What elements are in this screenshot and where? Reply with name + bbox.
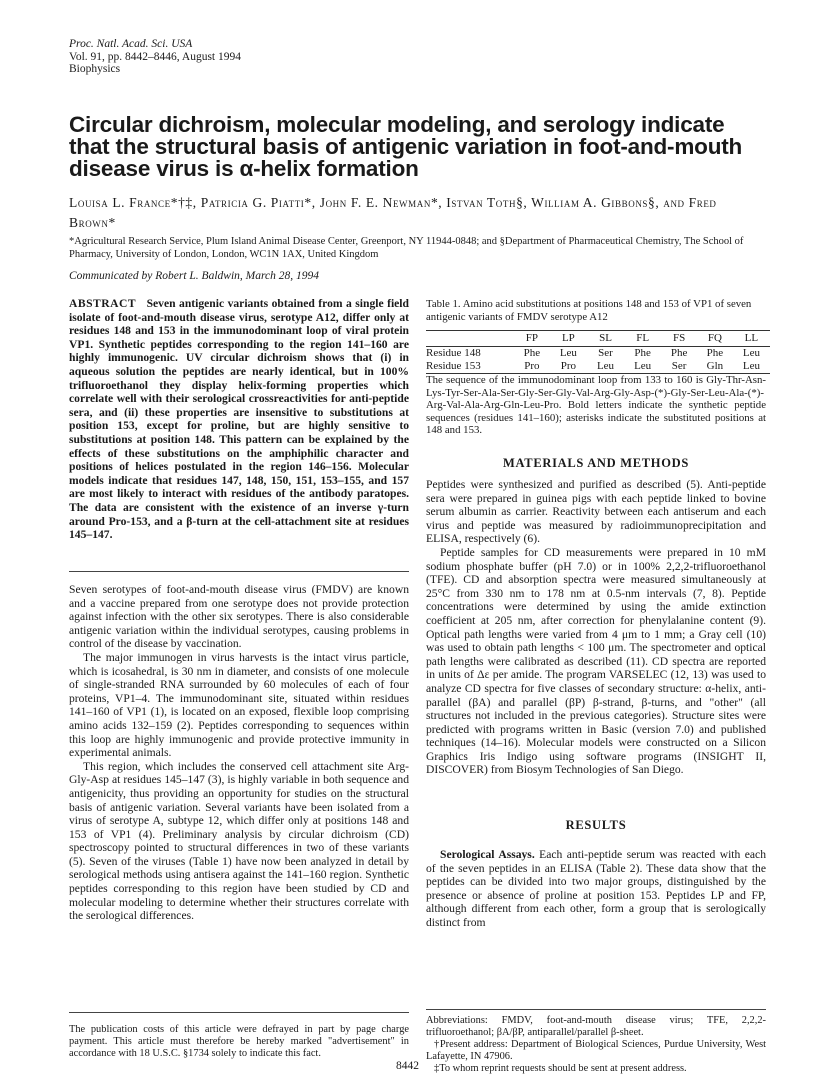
table-cell: Leu [742, 360, 760, 372]
reprint-footnote: ‡To whom reprint requests should be sent at present address. [434, 1063, 687, 1074]
methods-paragraph: Peptides were synthesized and purified as described (5). Anti-peptide sera were prepared in guinea pigs with each peptide linked to bovine serum albumin as carrier. Reactivity between each antiserum and each virus and peptide was measured by radioimmunoprecipitation and ELISA, respectively (6). [426, 478, 766, 546]
table-cell: Phe [706, 347, 724, 359]
row-label: Residue 153 [426, 360, 481, 372]
abbreviations-footnote: Abbreviations: FMDV, foot-and-mouth disease virus; TFE, 2,2,2-trifluoroethanol; βA/βP, antiparallel/parallel β-sheet. [426, 1015, 766, 1038]
journal-header [69, 38, 241, 76]
footnote-divider [69, 1012, 409, 1013]
introduction [69, 583, 409, 923]
table-header-cell: SL [599, 332, 612, 344]
table-row [426, 347, 770, 361]
abstract-label: ABSTRACT [69, 297, 137, 310]
intro-paragraph: Seven serotypes of foot-and-mouth disease virus (FMDV) are known and a vaccine prepared from one serotype does not provide protection against infection with the other six serotypes. There is also considerable antigenic variation within the individual serotypes, causing problems in control of the disease by vaccination. [69, 583, 409, 651]
table-header-cell: FP [525, 332, 539, 344]
results-text: Each anti-peptide serum was reacted with each of the seven peptides in an ELISA (Table 2). These data show that the peptides can be divided into two major groups, distinguished by the presence or absence of proline at position 153. Peptides LP and FP, although different from each other, form a group that is serologically distinct from [426, 848, 766, 929]
abstract-text: Seven antigenic variants obtained from a single field isolate of foot-and-mouth disease virus, serotype A12, differ only at residues 148 and 153 in the immunodominant loop of viral protein VP1. Synthetic peptides corresponding to the region 141–160 are highly immunogenic. UV circular dichroism shows that (i) in aqueous solution the peptides are nearly identical, but in 100% trifluoroethanol they display helix-forming properties which correlate well with their serological crossreactivities for anti-peptide sera, and (ii) these properties are insensitive to substitutions at position 153, except for proline, but are highly sensitive to substitutions at position 148. This pattern can be explained by the effects of these substitutions on the amphiphilic character and positions of helices postulated in the region 146–156. Molecular models indicate that residues 147, 148, 150, 151, 153–155, and 157 are most likely to interact with residues of the antibody paratopes. The data are consistent with the existence of an inverse γ-turn around Pro-153, and a β-turn at the cell-attachment site at residues 145–147. [69, 297, 409, 542]
author-list: Louisa L. France*†‡, Patricia G. Piatti*, John F. E. Newman*, Istvan Toth§, William A. Gibbons§, and Fred Brown* [69, 195, 717, 230]
results-paragraph [426, 848, 766, 930]
table-header-cell: FQ [707, 332, 722, 344]
charge-footnote: The publication costs of this article were defrayed in part by page charge payment. This article must therefore be hereby marked "advertisement" in accordance with 18 U.S.C. §1734 solely to indicate this fact. [69, 1024, 409, 1059]
table-cell: Pro [560, 360, 577, 372]
table-header-cell: FS [672, 332, 686, 344]
table-header-row [426, 331, 770, 347]
results-heading: RESULTS [565, 818, 627, 832]
footnote-divider [426, 1009, 766, 1010]
table-header-cell: LL [744, 332, 759, 344]
abstract-divider [69, 571, 409, 572]
right-footnotes [426, 1015, 766, 1075]
table1-caption: Table 1. Amino acid substitutions at positions 148 and 153 of VP1 of seven antigenic variants of FMDV serotype A12 [426, 298, 752, 323]
table-cell: Phe [670, 347, 688, 359]
article-title: Circular dichroism, molecular modeling, and serology indicate that the structural basis of antigenic variation in foot-and-mouth disease virus is α-helix formation [69, 112, 743, 181]
results-section [426, 848, 766, 930]
table-header-cell: FL [636, 332, 650, 344]
table1-note: The sequence of the immunodominant loop from 133 to 160 is Gly-Thr-Asn-Lys-Tyr-Ser-Ala-Ser-Gly-Ser-Gly-Val-Arg-Gly-Asp-(*)-Gly-Ser-Leu-Ala-(*)-Arg-Val-Ala-Arg-Gln-Leu-Pro. Bold letters indicate the synthetic peptide sequences (residues 141–160); asterisks indicate the substituted positions at 148 and 153. [426, 374, 766, 436]
intro-paragraph: The major immunogen in virus harvests is the intact virus particle, which is icosahedral, is 30 nm in diameter, and consists of one molecule of single-stranded RNA surrounded by 60 molecules of each of four proteins, VP1–4. The immunodominant site, situated within residues 141–160 of VP1 (1), is located on an exposed, flexible loop comprising amino acids 132–159 (2). Peptides corresponding to sequences within this loop are highly immunogenic and provide protective immunity in experimental animals. [69, 650, 409, 760]
row-label: Residue 148 [426, 347, 481, 359]
journal-volume: Vol. 91, pp. 8442–8446, August 1994 [69, 50, 241, 63]
present-address-footnote: †Present address: Department of Biological Sciences, Purdue University, West Lafayette, IN 47906. [426, 1039, 766, 1062]
table-cell: Leu [559, 347, 577, 359]
abstract [69, 297, 409, 542]
affiliations: *Agricultural Research Service, Plum Island Animal Disease Center, Greenport, NY 11944-0848; and §Department of Pharmaceutical Chemistry, The School of Pharmacy, University of London, London, WC1N 1AX, United Kingdom [69, 236, 744, 260]
communicated-by: Communicated by Robert L. Baldwin, March 28, 1994 [69, 270, 319, 282]
table-header-cell: LP [561, 332, 575, 344]
methods-heading: MATERIALS AND METHODS [502, 456, 690, 470]
table-cell: Leu [742, 347, 760, 359]
table-cell: Pro [524, 360, 540, 372]
table-cell: Ser [671, 360, 687, 372]
journal-section: Biophysics [69, 63, 121, 75]
journal-name: Proc. Natl. Acad. Sci. USA [69, 38, 193, 50]
table-row [426, 360, 770, 374]
table-cell: Gln [706, 360, 724, 372]
table-cell: Leu [596, 360, 615, 372]
results-subhead: Serological Assays. [440, 848, 535, 861]
table1 [426, 330, 770, 374]
table-header-cell [426, 331, 514, 347]
intro-paragraph: This region, which includes the conserved cell attachment site Arg-Gly-Asp at residues 145–147 (3), is highly variable in both sequence and antigenicity, thus providing an opportunity for studies on the structural basis of antigenic variation. Several variants have been isolated from a virus of serotype A, subtype 12, which differ only at positions 148 and 153 of VP1 (4). Preliminary analysis by circular dichroism (CD) spectroscopy pointed to structural differences in two of these variants (5). Seven of the viruses (Table 1) have now been analyzed in detail by serological methods using antisera against the 141–160 region. Synthetic peptides corresponding to this region have been studied by CD and molecular modeling to determine whether their structures correlate with the serological differences. [69, 759, 409, 923]
methods-section [426, 478, 766, 777]
table-cell: Phe [523, 347, 541, 359]
methods-paragraph: Peptide samples for CD measurements were prepared in 10 mM sodium phosphate buffer (pH 7.0) or in 100% 2,2,2-trifluoroethanol (TFE). CD and absorption spectra were measured simultaneously at 25°C from 330 nm to 178 nm at 0.5-nm intervals (7, 8). Peptide concentrations were determined by using the amide extinction coefficient at 205 nm, after correction for phenylalanine content (9). Optical path lengths were varied from 4 μm to 1 mm; a Gray cell (10) was used to obtain path lengths < 100 μm. The spectrometer and optical path lengths were calibrated as described (11). CD spectra are reported in units of Δε per amide. The program VARSELEC (12, 13) was used to analyze CD spectra for five classes of secondary structure: α-helix, anti-parallel (βA) and parallel (βP) β-strand, β-turns, and "other" (all structures not included in the previous categories). Structure sites were predicted with programs written in Basic (version 7.0) and published techniques (14–16). Molecular models were constructed on a Silicon Graphics Iris Indigo using software programs (INSIGHT II, DISCOVER) from Biosym Technologies of San Diego. [426, 545, 766, 777]
table-cell: Phe [634, 347, 651, 359]
table-cell: Ser [598, 347, 613, 359]
table-cell: Leu [634, 360, 652, 372]
page-number: 8442 [396, 1060, 419, 1072]
